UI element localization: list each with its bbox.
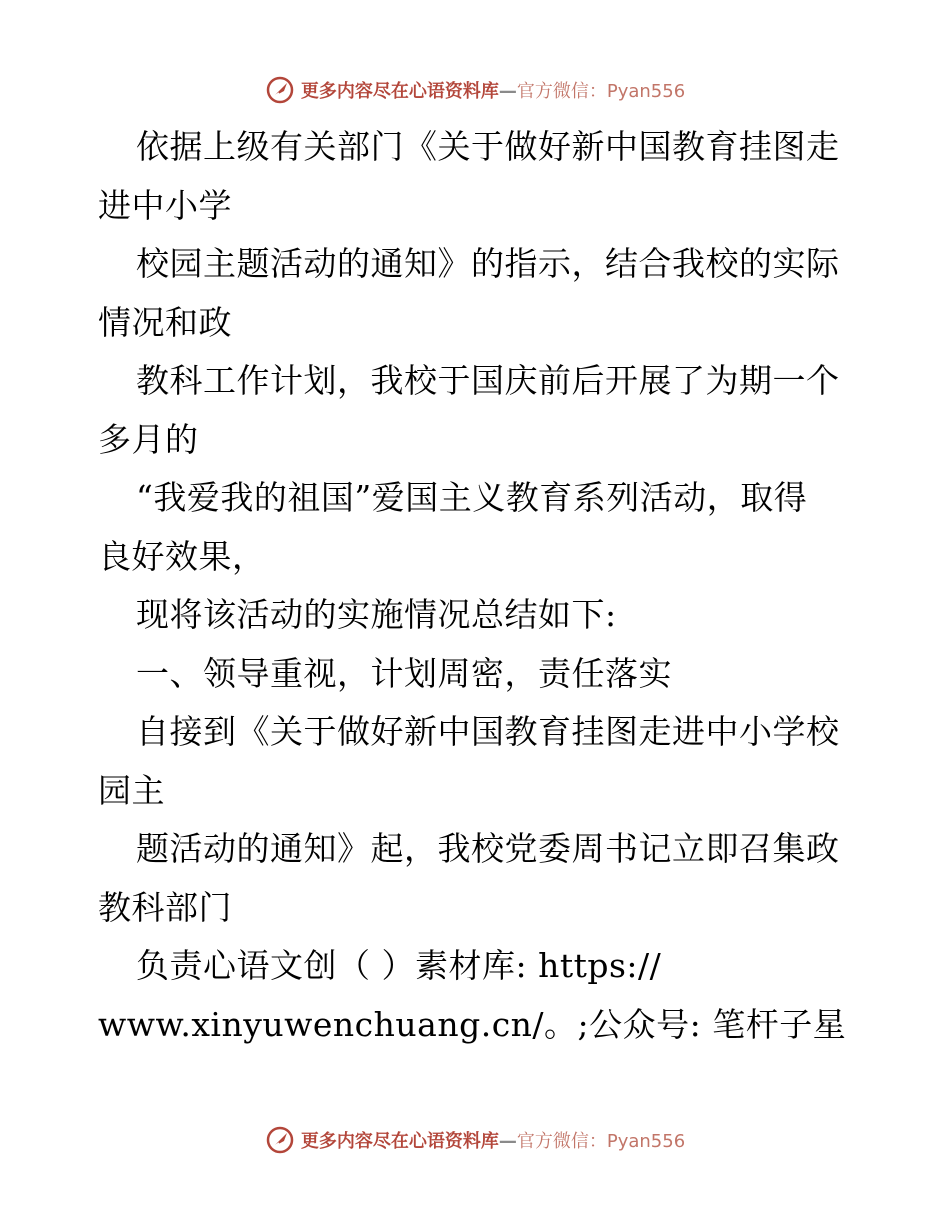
paragraph-line: 多月的 <box>98 419 199 459</box>
paragraph-line: www.xinyuwenchuang.cn/。;公众号: 笔杆子星 <box>98 1004 847 1044</box>
feather-pen-logo-icon <box>265 1125 295 1155</box>
paragraph-line: 良好效果， <box>98 536 266 576</box>
paragraph-line: 负责心语文创（ ）素材库: https:// <box>136 946 662 985</box>
paragraph-line: 进中小学 <box>98 185 232 225</box>
banner-wechat-label: 官方微信： <box>516 81 607 102</box>
banner-separator: — <box>498 1131 517 1152</box>
paragraph-line: 依据上级有关部门《关于做好新中国教育挂图走 <box>136 127 840 166</box>
paragraph-line: 现将该活动的实施情况总结如下: <box>136 595 617 634</box>
paragraph-line: 自接到《关于做好新中国教育挂图走进中小学校 <box>136 712 840 751</box>
feather-pen-logo-icon <box>265 75 295 105</box>
paragraph-line: 园主 <box>98 770 165 810</box>
paragraph-line: 校园主题活动的通知》的指示，结合我校的实际 <box>136 244 840 283</box>
banner-main-text: 更多内容尽在心语资料库 <box>300 81 499 102</box>
header-watermark-banner <box>0 70 950 110</box>
banner-wechat-id: Pyan556 <box>606 81 686 102</box>
paragraph-line: 情况和政 <box>98 302 232 342</box>
banner-separator: — <box>498 81 517 102</box>
document-body <box>98 118 858 1054</box>
banner-wechat-label: 官方微信： <box>516 1131 607 1152</box>
paragraph-line: 教科工作计划，我校于国庆前后开展了为期一个 <box>136 361 840 400</box>
banner-wechat-id: Pyan556 <box>606 1131 686 1152</box>
section-heading: 一、领导重视，计划周密，责任落实 <box>136 653 672 693</box>
banner-main-text: 更多内容尽在心语资料库 <box>300 1131 499 1152</box>
paragraph-line: “我爱我的祖国”爱国主义教育系列活动，取得 <box>136 478 808 517</box>
banner-text <box>301 77 685 103</box>
paragraph-line: 题活动的通知》起，我校党委周书记立即召集政 <box>136 829 840 868</box>
banner-text <box>301 1127 685 1153</box>
footer-watermark-banner <box>0 1120 950 1160</box>
paragraph-line: 教科部门 <box>98 887 232 927</box>
